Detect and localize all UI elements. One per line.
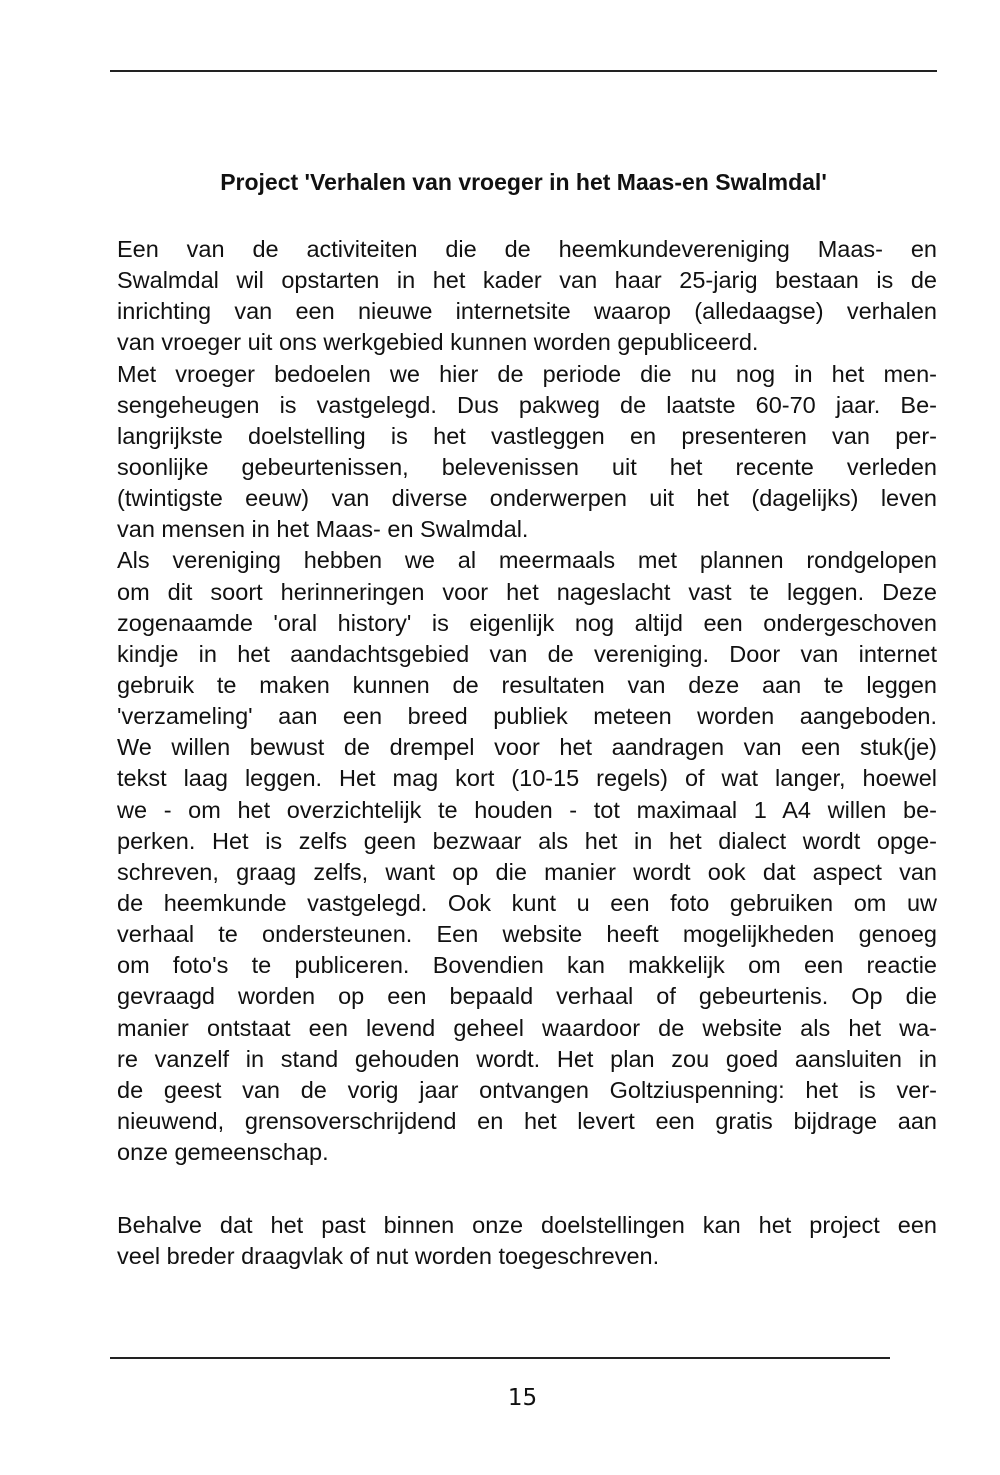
- page-title: Project 'Verhalen van vroeger in het Maas-en Swalmdal': [220, 169, 827, 195]
- text-line: kindje in het aandachtsgebied van de vereniging. Door van internet: [117, 640, 937, 667]
- text-line: soonlijke gebeurtenissen, belevenissen uit het recente verleden: [117, 453, 937, 480]
- text-line: gebruik te maken kunnen de resultaten van deze aan te leggen: [117, 671, 937, 698]
- text-line: sengeheugen is vastgelegd. Dus pakweg de laatste 60-70 jaar. Be-: [117, 391, 937, 418]
- text-line: tekst laag leggen. Het mag kort (10-15 regels) of wat langer, hoewel: [117, 765, 937, 792]
- text-line: gevraagd worden op een bepaald verhaal of gebeurtenis. Op die: [117, 983, 937, 1010]
- text-line: inrichting van een nieuwe internetsite waarop (alledaagse) verhalen: [117, 298, 937, 325]
- text-line: langrijkste doelstelling is het vastleggen en presenteren van per-: [117, 422, 937, 449]
- body-paragraph-1: [117, 234, 937, 1168]
- text-line: om dit soort herinneringen voor het nageslacht vast te leggen. Deze: [117, 578, 937, 605]
- text-line: re vanzelf in stand gehouden wordt. Het plan zou goed aansluiten in: [117, 1045, 937, 1072]
- text-line: Met vroeger bedoelen we hier de periode die nu nog in het men-: [117, 360, 937, 387]
- text-line: om foto's te publiceren. Bovendien kan makkelijk om een reactie: [117, 952, 937, 979]
- text-line: de geest van de vorig jaar ontvangen Goltziuspenning: het is ver-: [117, 1076, 937, 1103]
- text-line: de heemkunde vastgelegd. Ook kunt u een foto gebruiken om uw: [117, 889, 937, 916]
- text-line: Swalmdal wil opstarten in het kader van haar 25-jarig bestaan is de: [117, 267, 937, 294]
- text-line: nieuwend, grensoverschrijdend en het levert een gratis bijdrage aan: [117, 1107, 937, 1134]
- text-line: veel breder draagvlak of nut worden toegeschreven.: [117, 1243, 660, 1270]
- text-line: zogenaamde 'oral history' is eigenlijk nog altijd een ondergeschoven: [117, 609, 937, 636]
- text-line: 'verzameling' aan een breed publiek meteen worden aangeboden.: [117, 703, 937, 730]
- text-line: (twintigste eeuw) van diverse onderwerpen uit het (dagelijks) leven: [117, 485, 937, 512]
- text-line: manier ontstaat een levend geheel waardoor de website als het wa-: [117, 1014, 937, 1041]
- text-line: Een van de activiteiten die de heemkundevereniging Maas- en: [117, 236, 937, 262]
- text-line: onze gemeenschap.: [117, 1139, 329, 1166]
- body-paragraph-2: [117, 1210, 937, 1272]
- text-line: Als vereniging hebben we al meermaals met plannen rondgelopen: [117, 547, 937, 574]
- text-line: verhaal te ondersteunen. Een website heeft mogelijkheden genoeg: [117, 921, 937, 948]
- text-line: we - om het overzichtelijk te houden - tot maximaal 1 A4 willen be-: [117, 796, 937, 823]
- text-line: schreven, graag zelfs, want op die manier wordt ook dat aspect van: [117, 858, 937, 885]
- text-line: van mensen in het Maas- en Swalmdal.: [117, 516, 529, 543]
- top-divider: [110, 70, 937, 72]
- page-number: 15: [507, 1385, 538, 1411]
- text-line: Behalve dat het past binnen onze doelstellingen kan het project een: [117, 1212, 937, 1238]
- bottom-divider: [110, 1357, 890, 1359]
- text-line: van vroeger uit ons werkgebied kunnen worden gepubliceerd.: [117, 329, 759, 356]
- text-line: perken. Het is zelfs geen bezwaar als het in het dialect wordt opge-: [117, 827, 937, 854]
- text-line: We willen bewust de drempel voor het aandragen van een stuk(je): [117, 734, 937, 761]
